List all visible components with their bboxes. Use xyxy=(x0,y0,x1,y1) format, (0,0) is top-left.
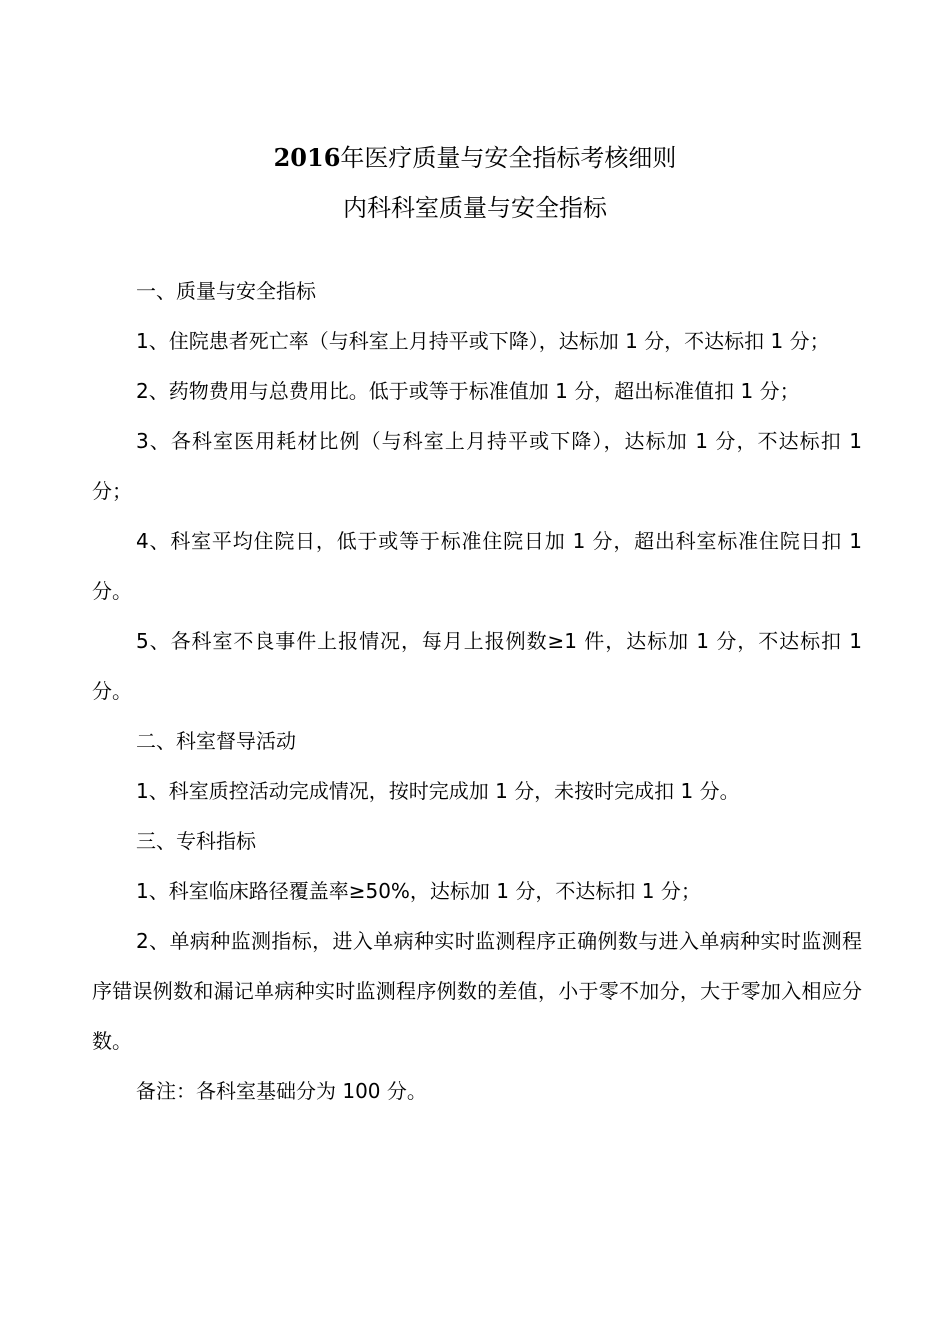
document-title xyxy=(0,142,950,174)
item-drug-cost-ratio: 2、药物费用与总费用比。低于或等于标准值加 1 分，超出标准值扣 1 分； xyxy=(136,379,800,403)
document-body xyxy=(92,266,862,1116)
document-subtitle: 内科科室质量与安全指标 xyxy=(343,194,607,222)
section-heading-quality-safety: 一、质量与安全指标 xyxy=(136,279,316,303)
item-quality-control: 1、科室质控活动完成情况，按时完成加 1 分，未按时完成扣 1 分。 xyxy=(136,779,740,803)
item-average-stay: 4、科室平均住院日，低于或等于标准住院日加 1 分，超出科室标准住院日扣 1 分。 xyxy=(92,529,862,603)
item-consumables-ratio: 3、各科室医用耗材比例（与科室上月持平或下降），达标加 1 分，不达标扣 1 分； xyxy=(92,429,862,503)
section-heading-specialty: 三、专科指标 xyxy=(136,829,256,853)
title-text: 年医疗质量与安全指标考核细则 xyxy=(340,144,677,172)
item-mortality-rate: 1、住院患者死亡率（与科室上月持平或下降），达标加 1 分，不达标扣 1 分； xyxy=(136,329,830,353)
note-base-score: 备注：各科室基础分为 100 分。 xyxy=(136,1079,427,1103)
item-clinical-pathway: 1、科室临床路径覆盖率≥50%，达标加 1 分，不达标扣 1 分； xyxy=(136,879,701,903)
item-adverse-events: 5、各科室不良事件上报情况，每月上报例数≥1 件，达标加 1 分，不达标扣 1 分。 xyxy=(92,629,862,703)
item-single-disease-monitoring: 2、单病种监测指标，进入单病种实时监测程序正确例数与进入单病种实时监测程序错误例数和漏记单病种实时监测程序例数的差值，小于零不加分，大于零加入相应分数。 xyxy=(92,929,862,1053)
section-heading-supervision: 二、科室督导活动 xyxy=(136,729,296,753)
title-year: 2016 xyxy=(273,143,341,172)
